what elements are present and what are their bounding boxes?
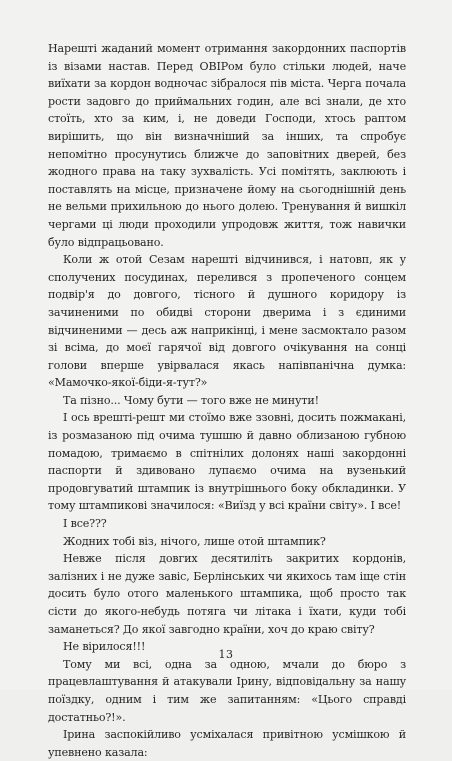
paragraph: І ось врешті-решт ми стоїмо вже ззовні, досить пожмакані, із розмазаною під очима тушшю й давно облизаною губною помадою, тримаємо в спітнілих долонях наші закордонні паспорти й здивовано лупаємо очима на вузенький продовгуватий штампик із внутрішнього боку обкладинки. У тому штампикові значилося: «Виїзд у всі країни світу». І все! — [48, 411, 406, 513]
paragraph: Та пізно... Чому бути — того вже не минути! — [63, 393, 319, 407]
paragraph: Коли ж отой Сезам нарешті відчинився, і натовп, як у сполучених посудинах, перелився з пропеченого сонцем подвір'я до довгого, тісного й душного коридору із зачиненими по обидві сторони дверима і з єдиними відчиненими — десь аж наприкінці, і мене засмоктало разом зі всіма, до моєї гарячої від довгого очікування на сонці голови вперше увірвалася якась напівпанічна думка: «Мамочко-якої-біди-я-тут?» — [48, 253, 406, 390]
paragraph: І все??? — [63, 517, 107, 531]
paragraph: Тому ми всі, одна за одною, мчали до бюро з працевлаштування й атакували Ірину, відповідальну за нашу поїздку, одним і тим же запитанням: «Цього справді достатньо?!». — [48, 657, 406, 724]
paragraph: Невже після довгих десятиліть закритих кордонів, залізних і не дуже завіс, Берлінських чи якихось там іще стін досить було отого маленького штампика, щоб просто так сісти до якого-небудь потяга чи літака і їхати, куди тобі заманеться? До якої завгодно країни, хоч до краю світу? — [48, 552, 406, 636]
paragraph: Жодних тобі віз, нічого, лише отой штампик? — [63, 534, 326, 548]
page-number: 13 — [218, 648, 234, 661]
paragraph: Ірина заспокійливо усміхалася привітною усмішкою й упевнено казала: — [48, 728, 406, 759]
paragraph: Не вірилося!!! — [63, 640, 146, 654]
paragraph: Нарешті жаданий момент отримання закордонних паспортів із візами настав. Перед ОВІРом було стільки людей, наче виїхати за кордон водночас зібралося пів міста. Черга почала рости задовго до приймальних годин, але всі знали, де хто стоїть, хто за ким, і, не доведи Господи, хтось раптом вирішить, що він визначніший за інших, та спробує непомітно просунутись ближче до заповітних дверей, без жодного права на таку зухвалість. Усі помітять, заклюють і поставлять на місце, призначене йому на сьогоднішній день не вельми прихильною до нього долею. Тренування й вишкіл чергами ці люди проходили упродовж життя, тож навички було відпрацьовано. — [48, 42, 406, 249]
